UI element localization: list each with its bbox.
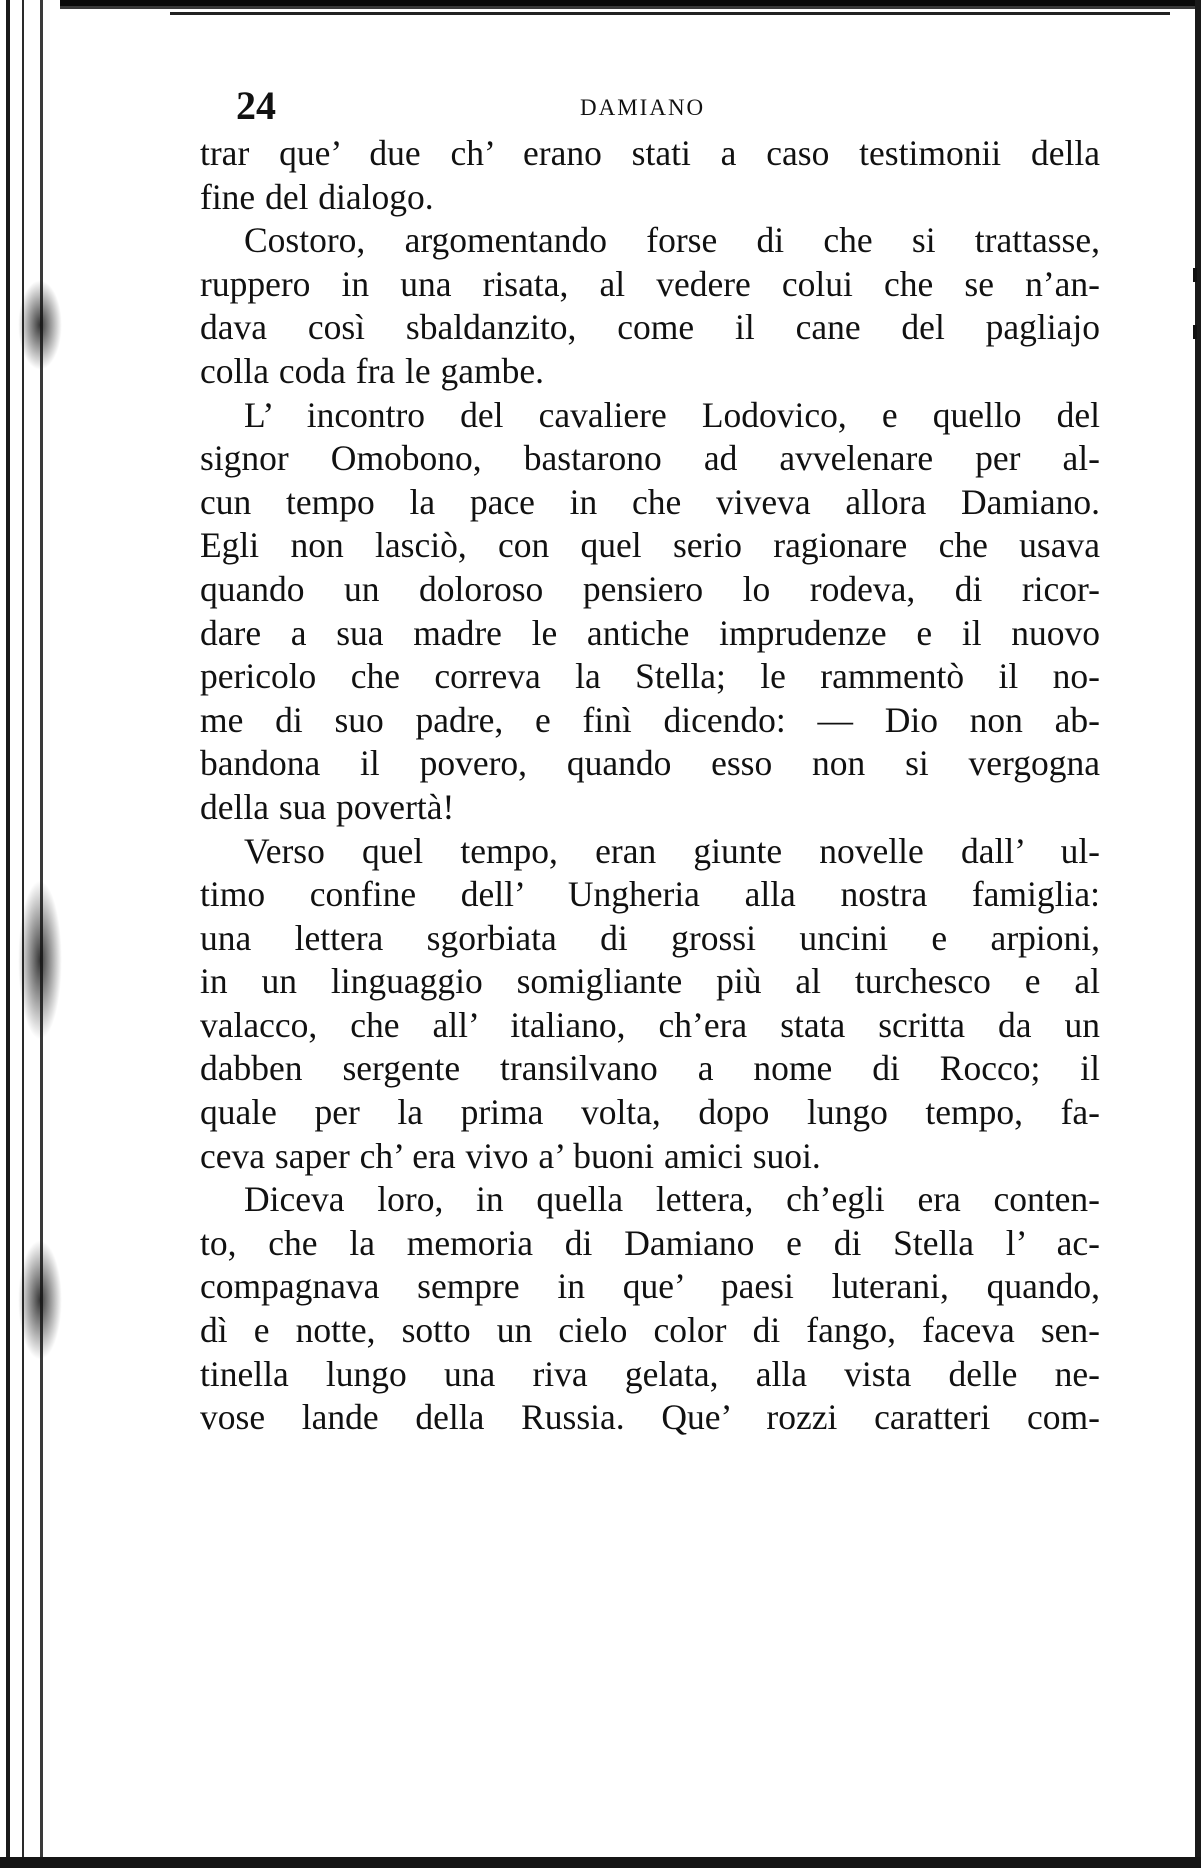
text-line: ceva saper ch’ era vivo a’ buoni amici suoi. xyxy=(200,1135,821,1176)
text-line: una lettera sgorbiata di grossi uncini e arpioni, xyxy=(200,917,1100,958)
text-line: in un linguaggio somigliante più al turchesco e al xyxy=(200,961,1100,1002)
running-head: DAMIANO xyxy=(580,95,706,120)
text-line: dì e notte, sotto un cielo color di fango, faceva sen- xyxy=(200,1310,1100,1351)
page-right-notch xyxy=(1193,325,1197,339)
text-line: quale per la prima volta, dopo lungo tempo, fa- xyxy=(200,1092,1100,1133)
page-bottom-edge xyxy=(0,1854,1201,1868)
text-line: vose lande della Russia. Que’ rozzi caratteri com- xyxy=(200,1397,1100,1438)
text-line: Egli non lasciò, con quel serio ragionare che usava xyxy=(200,525,1100,566)
scan-smudge xyxy=(18,880,62,1040)
paragraph xyxy=(200,132,1100,219)
text-line: signor Omobono, bastarono ad avvelenare per al- xyxy=(200,438,1100,479)
page-number: 24 xyxy=(236,83,276,128)
text-line: valacco, che all’ italiano, ch’era stata scritta da un xyxy=(200,1004,1100,1045)
text-line: Verso quel tempo, eran giunte novelle dall’ ul- xyxy=(244,830,1100,871)
paragraph xyxy=(200,1178,1100,1440)
text-line: ruppero in una risata, al vedere colui che se n’an- xyxy=(200,263,1100,304)
text-line: fine del dialogo. xyxy=(200,176,434,217)
text-line: dava così sbaldanzito, come il cane del pagliajo xyxy=(200,307,1100,348)
text-line: to, che la memoria di Damiano e di Stella l’ ac- xyxy=(200,1222,1100,1263)
text-line: Costoro, argomentando forse di che si trattasse, xyxy=(244,220,1100,261)
page-top-edge xyxy=(0,0,1201,18)
paragraph xyxy=(200,394,1100,830)
scan-smudge xyxy=(18,280,62,370)
page-header xyxy=(200,80,1100,132)
text-line: L’ incontro del cavaliere Lodovico, e quello del xyxy=(244,394,1100,435)
page-top-rule xyxy=(170,12,1170,15)
text-line: me di suo padre, e finì dicendo: — Dio non ab- xyxy=(200,699,1100,740)
text-line: Diceva loro, in quella lettera, ch’egli era conten- xyxy=(244,1179,1100,1220)
page-right-notch xyxy=(1193,268,1197,282)
scan-smudge xyxy=(18,1240,62,1360)
text-line: compagnava sempre in que’ paesi luterani, quando, xyxy=(200,1266,1100,1307)
body-text xyxy=(200,132,1100,1440)
text-line: colla coda fra le gambe. xyxy=(200,350,545,391)
text-line: trar que’ due ch’ erano stati a caso testimonii della xyxy=(200,133,1100,173)
text-line: tinella lungo una riva gelata, alla vista delle ne- xyxy=(200,1353,1100,1394)
text-line: dare a sua madre le antiche imprudenze e il nuovo xyxy=(200,612,1100,653)
paragraph xyxy=(200,219,1100,393)
text-line: quando un doloroso pensiero lo rodeva, di ricor- xyxy=(200,568,1100,609)
text-line: pericolo che correva la Stella; le rammentò il no- xyxy=(200,656,1100,697)
text-line: timo confine dell’ Ungheria alla nostra famiglia: xyxy=(200,874,1100,915)
paragraph xyxy=(200,830,1100,1179)
text-line: dabben sergente transilvano a nome di Rocco; il xyxy=(200,1048,1100,1089)
text-line: bandona il povero, quando esso non si vergogna xyxy=(200,743,1100,784)
text-line: della sua povertà! xyxy=(200,786,455,827)
text-line: cun tempo la pace in che viveva allora Damiano. xyxy=(200,481,1100,522)
